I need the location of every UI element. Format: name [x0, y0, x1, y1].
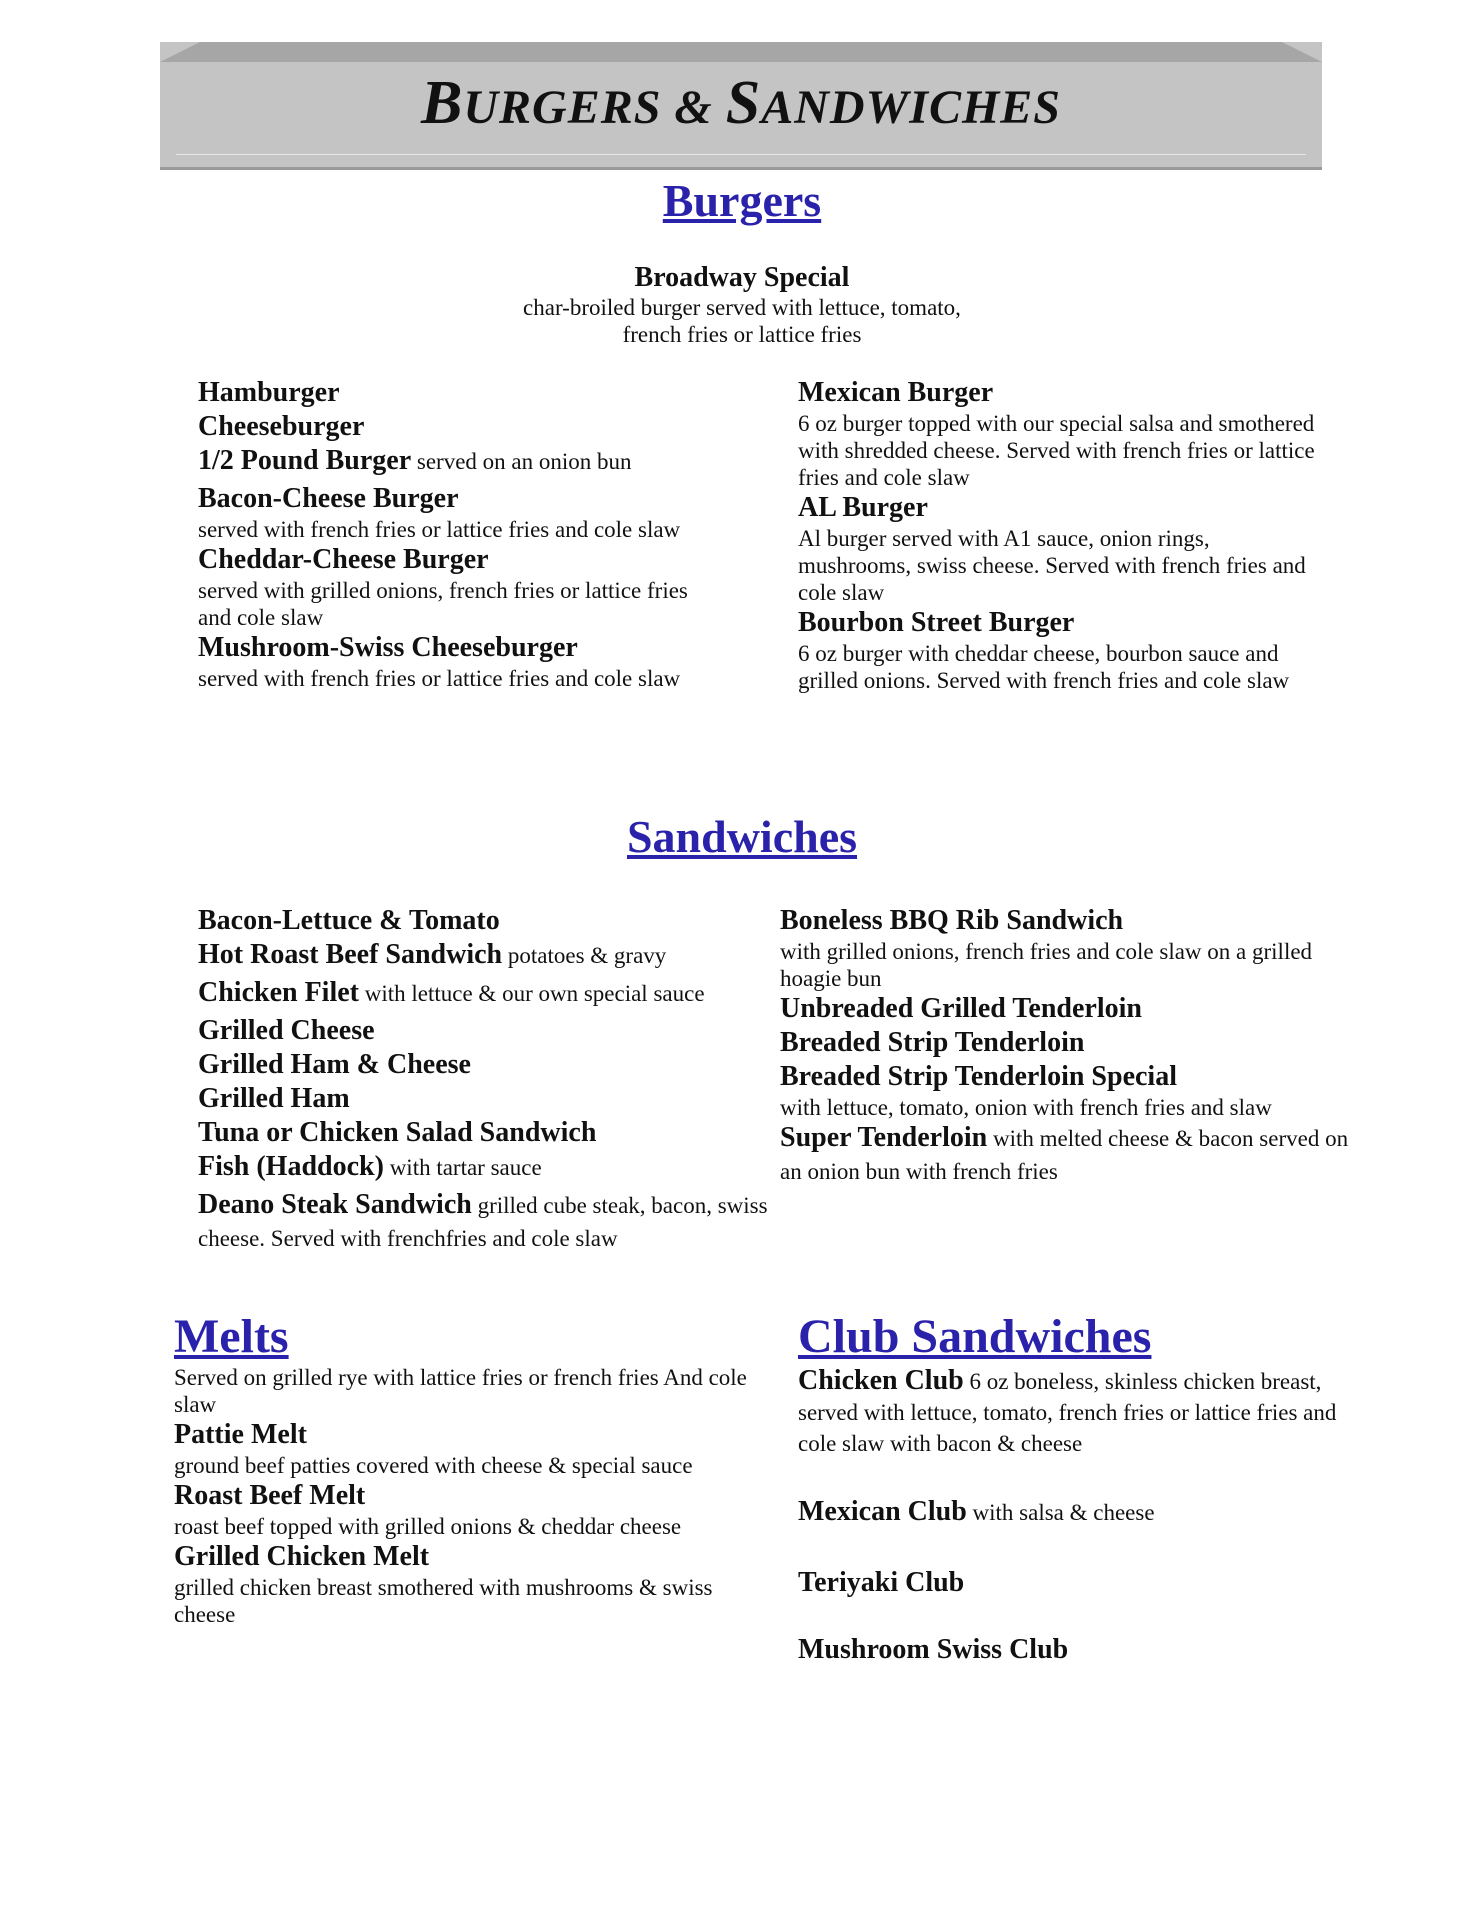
menu-item	[798, 1566, 1348, 1600]
burgers-heading-wrap	[0, 174, 1484, 227]
banner-bevel	[160, 42, 1322, 62]
item-name: Hamburger	[198, 377, 340, 408]
menu-item	[798, 1633, 1348, 1667]
broadway-special-desc-2: french fries or lattice fries	[622, 322, 862, 347]
melts-intro: Served on grilled rye with lattice fries or french fries And cole slaw	[174, 1365, 747, 1417]
item-name: Boneless BBQ Rib Sandwich	[780, 905, 1124, 936]
page-title: BURGERS & SANDWICHES	[420, 69, 1061, 137]
menu-item	[198, 976, 768, 1014]
broadway-special-name: Broadway Special	[634, 262, 850, 293]
burgers-heading[interactable]: Burgers	[662, 175, 822, 226]
item-desc: with melted cheese & bacon served on an onion bun with french fries	[780, 1126, 1349, 1184]
menu-item	[198, 410, 718, 444]
menu-item	[198, 543, 718, 631]
melts-heading[interactable]: Melts	[174, 1310, 289, 1363]
item-name: Breaded Strip Tenderloin	[780, 1027, 1085, 1058]
item-desc: grilled chicken breast smothered with mushrooms & swiss cheese	[174, 1575, 713, 1627]
menu-item	[198, 1150, 768, 1188]
broadway-special	[0, 262, 1484, 348]
item-desc: served with french fries or lattice fries and cole slaw	[198, 517, 681, 542]
item-name: Tuna or Chicken Salad Sandwich	[198, 1117, 597, 1148]
menu-item	[198, 1116, 768, 1150]
item-name: Mushroom Swiss Club	[798, 1634, 1069, 1665]
item-name: Grilled Chicken Melt	[174, 1541, 430, 1572]
banner-line	[176, 154, 1306, 155]
clubs-section	[798, 1310, 1348, 1667]
item-name: Chicken Filet	[198, 977, 359, 1008]
burgers-left-column	[198, 376, 718, 692]
item-name: 1/2 Pound Burger	[198, 445, 412, 476]
item-name: Grilled Cheese	[198, 1015, 375, 1046]
menu-item	[198, 482, 718, 543]
item-name: Bacon-Cheese Burger	[198, 483, 459, 514]
item-name: Chicken Club	[798, 1365, 964, 1396]
item-name: Mexican Burger	[798, 377, 994, 408]
item-name: Unbreaded Grilled Tenderloin	[780, 993, 1142, 1024]
burgers-right-column	[798, 376, 1318, 694]
menu-item	[198, 1048, 768, 1082]
item-desc: with salsa & cheese	[966, 1500, 1155, 1525]
melts-section	[174, 1310, 774, 1628]
item-desc: ground beef patties covered with cheese & special sauce	[174, 1453, 693, 1478]
header-banner	[160, 42, 1322, 170]
item-desc: with grilled onions, french fries and cole slaw on a grilled hoagie bun	[780, 939, 1313, 991]
item-desc: served on an onion bun	[411, 449, 632, 474]
menu-item	[198, 904, 768, 938]
item-name: Pattie Melt	[174, 1419, 307, 1450]
menu-item	[780, 1060, 1350, 1121]
item-desc: with lettuce, tomato, onion with french fries and slaw	[780, 1095, 1272, 1120]
sandwiches-heading[interactable]: Sandwiches	[626, 811, 858, 862]
item-name: Roast Beef Melt	[174, 1480, 366, 1511]
item-desc: 6 oz burger with cheddar cheese, bourbon sauce and grilled onions. Served with french fries and cole slaw	[798, 641, 1290, 693]
broadway-special-desc-1: char-broiled burger served with lettuce, tomato,	[523, 295, 961, 320]
item-desc: roast beef topped with grilled onions & cheddar cheese	[174, 1514, 682, 1539]
item-desc: 6 oz boneless, skinless chicken breast, served with lettuce, tomato, french fries or lattice fries and cole slaw with bacon & cheese	[798, 1369, 1337, 1456]
item-name: Teriyaki Club	[798, 1567, 965, 1598]
menu-item	[174, 1540, 774, 1628]
menu-item	[780, 904, 1350, 992]
menu-item	[198, 444, 718, 482]
item-name: Fish (Haddock)	[198, 1151, 384, 1182]
menu-item	[198, 376, 718, 410]
menu-item	[198, 938, 768, 976]
item-name: Deano Steak Sandwich	[198, 1189, 472, 1220]
menu-item	[198, 1082, 768, 1116]
menu-item	[798, 1495, 1348, 1533]
item-desc: Al burger served with A1 sauce, onion rings, mushrooms, swiss cheese. Served with french fries and cole slaw	[798, 526, 1306, 605]
clubs-heading[interactable]: Club Sandwiches	[798, 1310, 1152, 1363]
item-desc: served with french fries or lattice fries and cole slaw	[198, 666, 681, 691]
sandwiches-left-column	[198, 904, 768, 1257]
item-desc: 6 oz burger topped with our special salsa and smothered with shredded cheese. Served with french fries or lattice fries and cole slaw	[798, 411, 1315, 490]
menu-item	[798, 491, 1318, 606]
menu-item	[198, 1188, 768, 1257]
item-name: Bourbon Street Burger	[798, 607, 1075, 638]
item-desc: served with grilled onions, french fries or lattice fries and cole slaw	[198, 578, 688, 630]
menu-item	[198, 631, 718, 692]
item-name: Mushroom-Swiss Cheeseburger	[198, 632, 578, 663]
item-desc: with tartar sauce	[383, 1155, 542, 1180]
item-name: AL Burger	[798, 492, 928, 523]
item-name: Grilled Ham & Cheese	[198, 1049, 471, 1080]
menu-item	[798, 606, 1318, 694]
menu-item	[198, 1014, 768, 1048]
menu-item	[798, 1364, 1348, 1461]
item-desc: potatoes & gravy	[502, 943, 667, 968]
menu-item	[780, 1026, 1350, 1060]
sandwiches-heading-wrap	[0, 810, 1484, 863]
item-name: Breaded Strip Tenderloin Special	[780, 1061, 1177, 1092]
item-name: Cheeseburger	[198, 411, 365, 442]
item-desc: grilled cube steak, bacon, swiss cheese. Served with frenchfries and cole slaw	[198, 1193, 768, 1251]
item-name: Mexican Club	[798, 1496, 967, 1527]
menu-item	[780, 1121, 1350, 1190]
menu-item	[780, 992, 1350, 1026]
item-name: Grilled Ham	[198, 1083, 350, 1114]
item-name: Super Tenderloin	[780, 1122, 988, 1153]
item-name: Bacon-Lettuce & Tomato	[198, 905, 500, 936]
item-desc: with lettuce & our own special sauce	[359, 981, 705, 1006]
menu-item	[798, 376, 1318, 491]
menu-item	[174, 1479, 774, 1540]
item-name: Cheddar-Cheese Burger	[198, 544, 489, 575]
menu-item	[174, 1418, 774, 1479]
item-name: Hot Roast Beef Sandwich	[198, 939, 503, 970]
sandwiches-right-column	[780, 904, 1350, 1190]
